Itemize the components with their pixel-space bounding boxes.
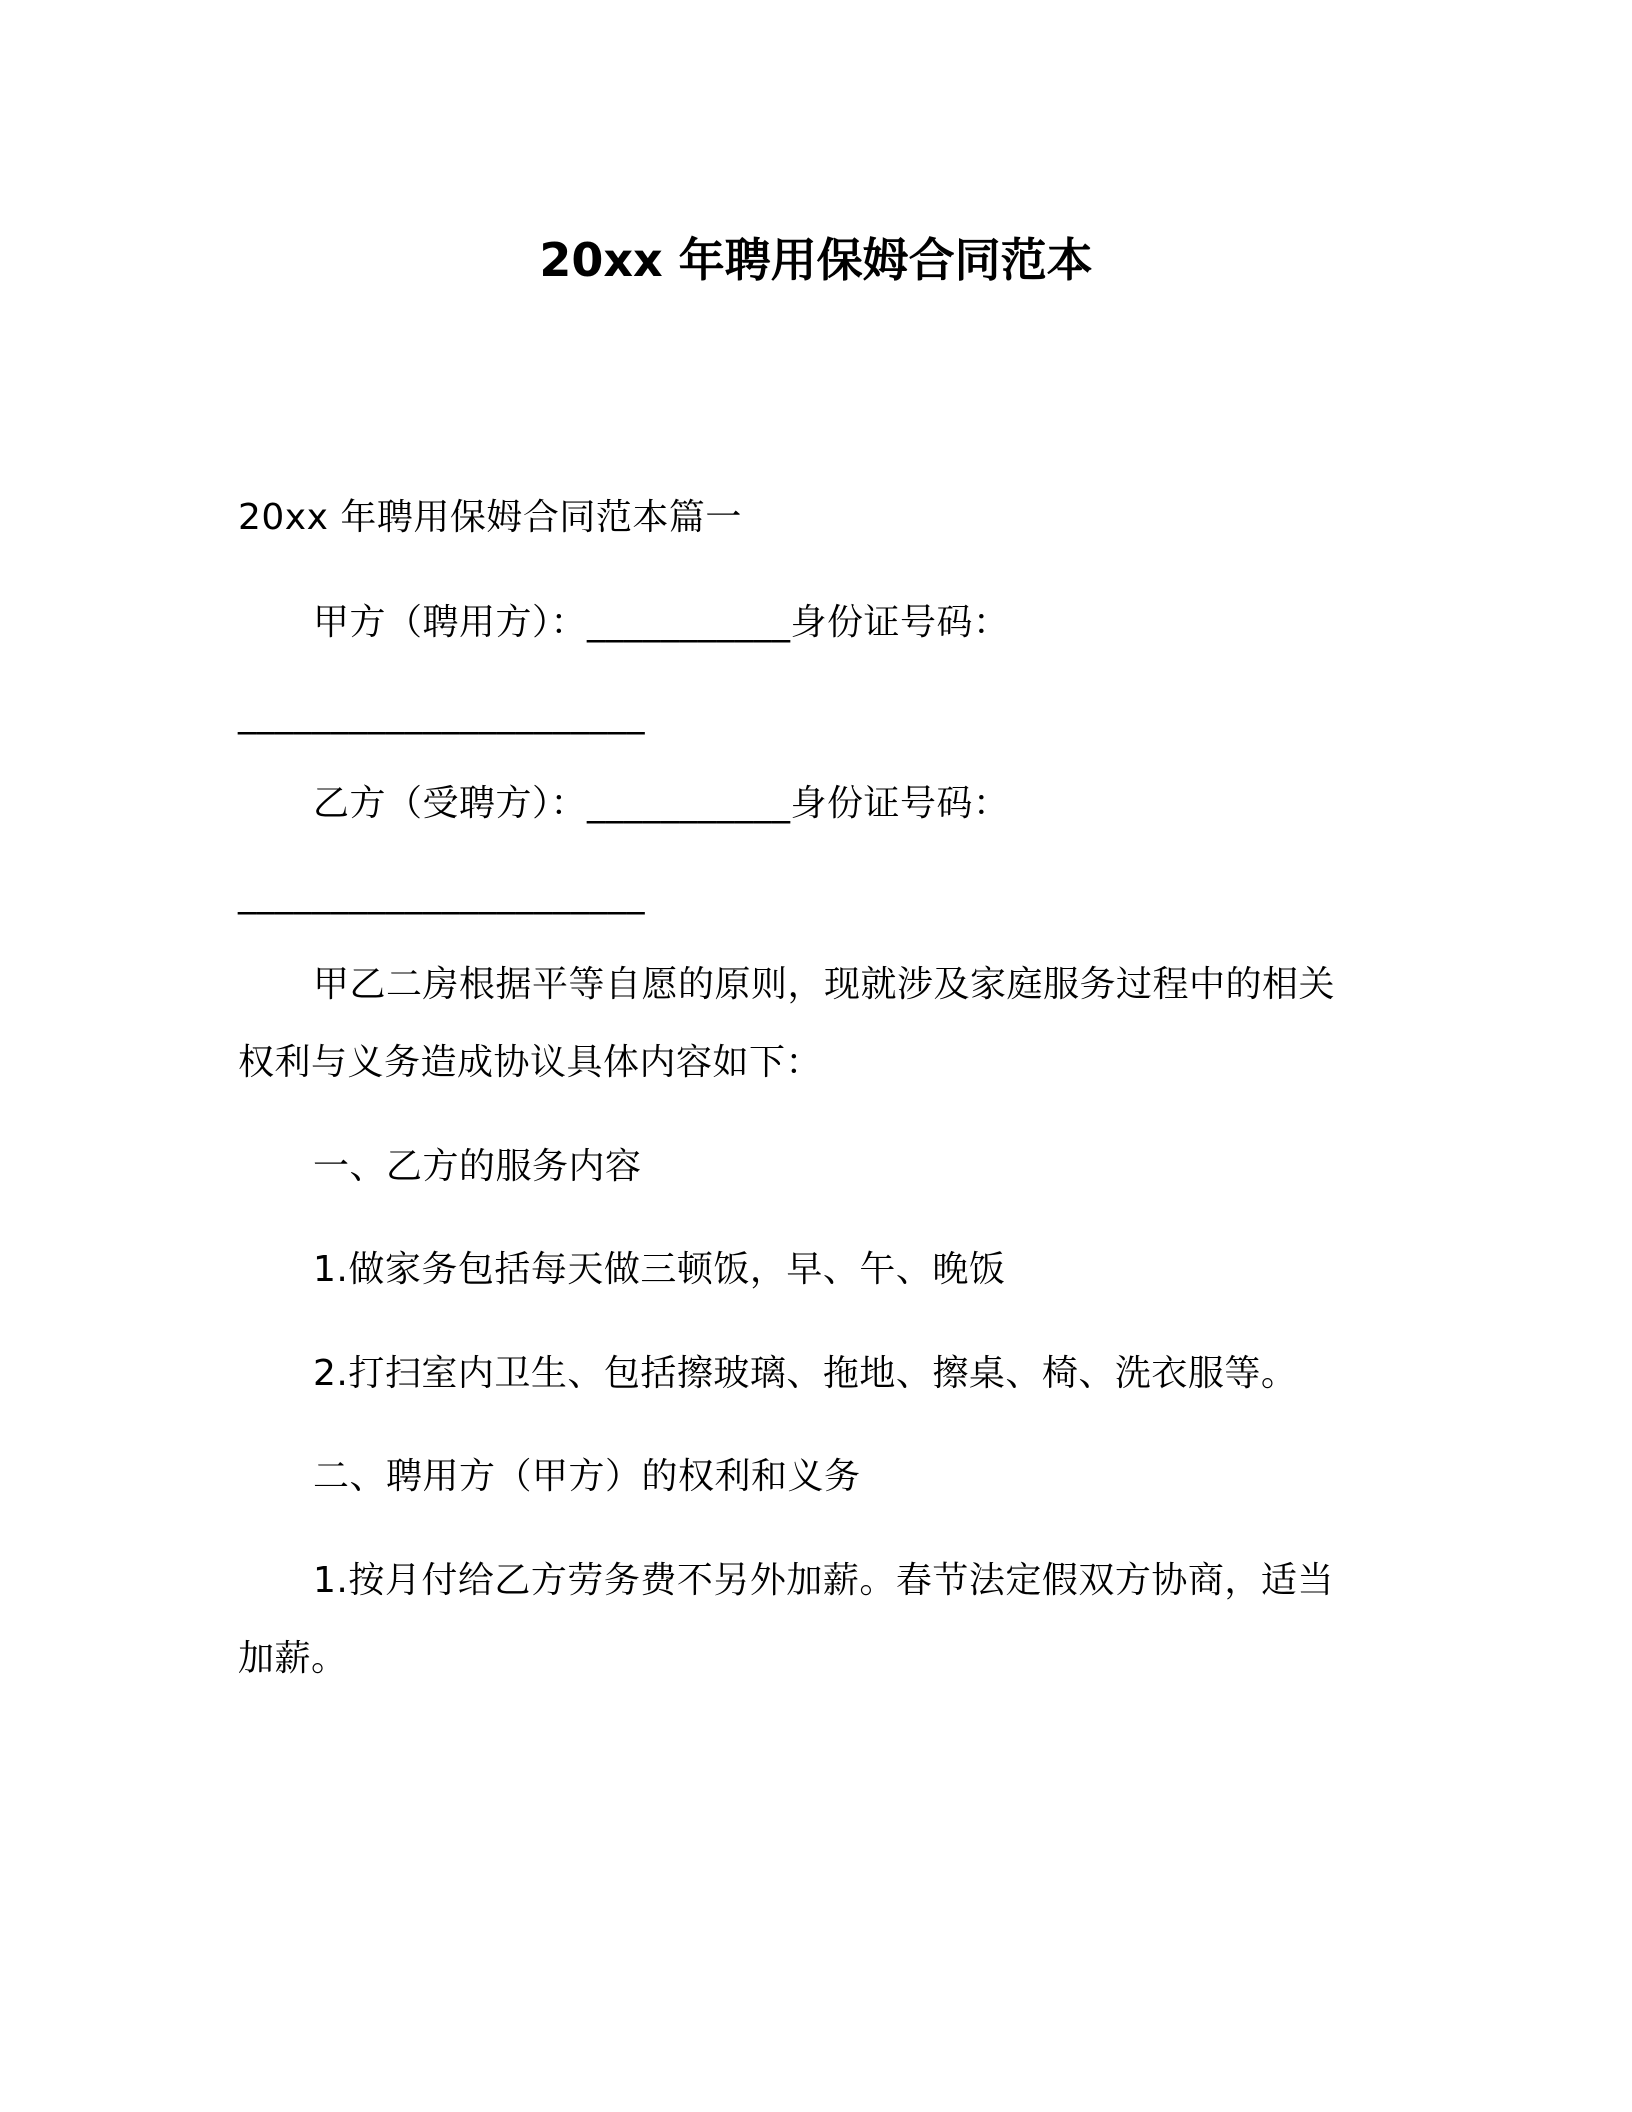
clause-1-item-2: 2.打扫室内卫生、包括擦玻璃、拖地、擦桌、椅、洗衣服等。 — [313, 1353, 1298, 1394]
party-a-id-label: 身份证号码： — [790, 602, 1010, 643]
party-b-name-blank: ___________ — [587, 783, 791, 824]
clause-2-item-1-line-1: 1.按月付给乙方劳务费不另外加薪。春节法定假双方协商，适当 — [313, 1560, 1334, 1601]
clause-2-item-1-line-2: 加薪。 — [238, 1638, 348, 1679]
clause-1-heading: 一、乙方的服务内容 — [313, 1146, 642, 1187]
intro-line-1: 甲乙二房根据平等自愿的原则，现就涉及家庭服务过程中的相关 — [313, 964, 1336, 1005]
party-b-line — [313, 782, 1010, 826]
party-a-name-blank: ___________ — [587, 602, 791, 643]
party-a-line — [313, 601, 1010, 645]
section-heading: 20xx 年聘用保姆合同范本篇一 — [238, 497, 742, 538]
party-b-label: 乙方（受聘方）： — [313, 783, 588, 824]
party-a-id-blank: ______________________ — [238, 694, 645, 735]
clause-2-heading: 二、聘用方（甲方）的权利和义务 — [313, 1456, 861, 1497]
party-b-id-blank: ______________________ — [238, 874, 645, 915]
clause-1-item-1: 1.做家务包括每天做三顿饭，早、午、晚饭 — [313, 1249, 1006, 1290]
party-b-id-label: 身份证号码： — [790, 783, 1010, 824]
party-a-label: 甲方（聘用方）： — [313, 602, 588, 643]
document-title: 20xx 年聘用保姆合同范本 — [539, 233, 1093, 287]
intro-line-2: 权利与义务造成协议具体内容如下： — [238, 1042, 823, 1083]
